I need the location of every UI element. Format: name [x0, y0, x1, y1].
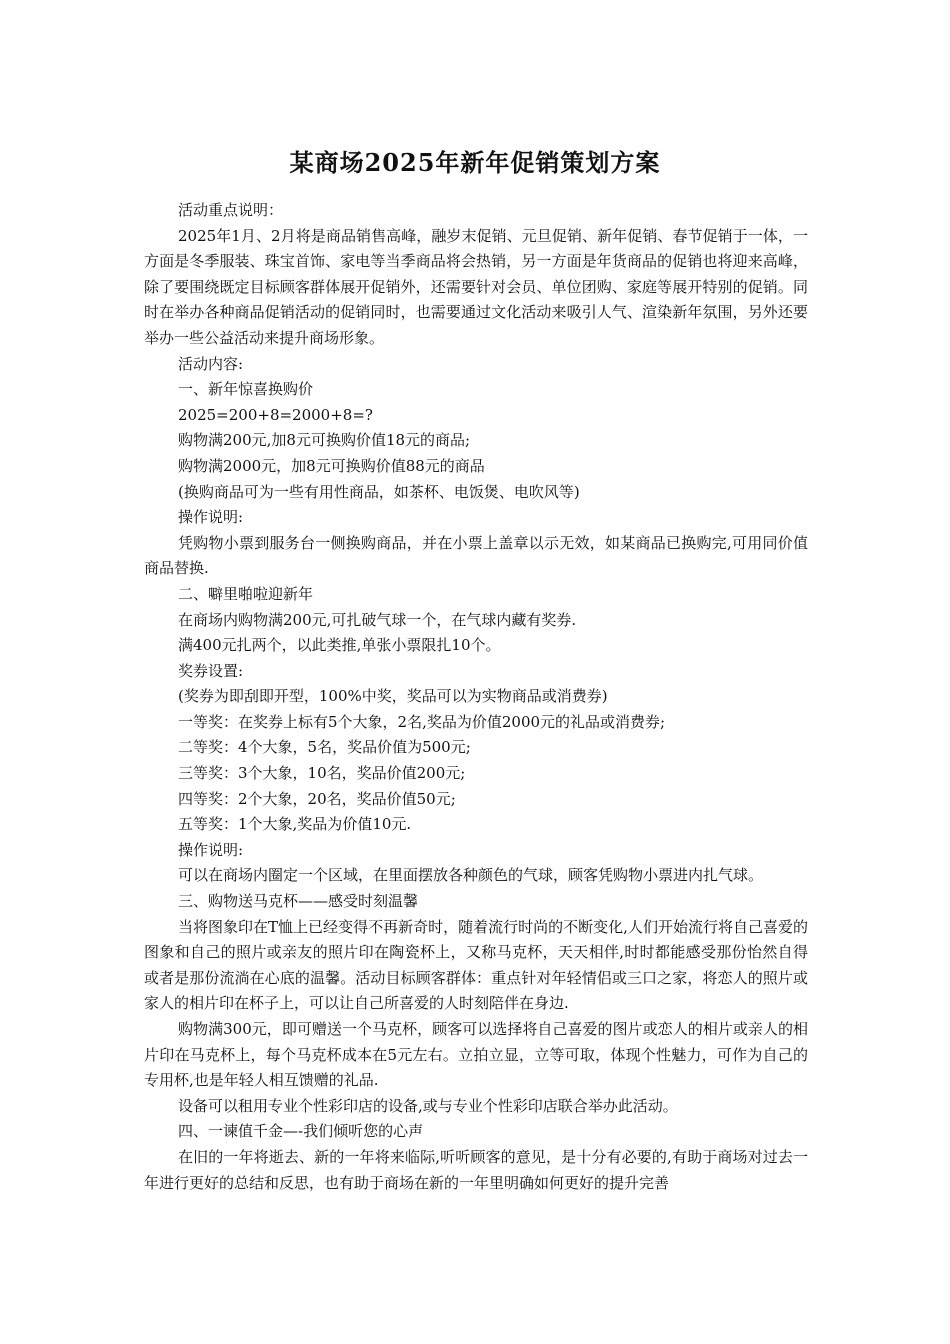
paragraph: 活动重点说明：	[178, 201, 284, 219]
paragraph: (换购商品可为一些有用性商品，如茶杯、电饭煲、电吹风等)	[178, 482, 580, 501]
paragraph: 在商场内购物满200元,可扎破气球一个，在气球内藏有奖券.	[178, 610, 577, 629]
section-heading: 四、一谏值千金—-我们倾听您的心声	[178, 1122, 424, 1141]
prize-item: 二等奖：4个大象，5名，奖品价值为500元;	[178, 738, 471, 757]
section-heading: 一、新年惊喜换购价	[178, 380, 314, 399]
paragraph: 操作说明:	[178, 840, 244, 859]
paragraph: (奖券为即刮即开型，100%中奖，奖品可以为实物商品或消费券)	[178, 687, 608, 706]
paragraph: 设备可以租用专业个性彩印店的设备,或与专业个性彩印店联合举办此活动。	[178, 1096, 678, 1115]
paragraph: 2025年1月、2月将是商品销售高峰，融岁末促销、元旦促销、新年促销、春节促销于一体，一方面是冬季服装、珠宝首饰、家电等当季商品将会热销，另一方面是年货商品的促销也将迎来高峰，除了要围绕既定目标顾客群体展开促销外，还需要针对会员、单位团购、家庭等展开特别的促销。同时在举办各种商品促销活动的促销同时，也需要通过文化活动来吸引人气、渲染新年氛围，另外还要举办一些公益活动来提升商场形象。	[144, 226, 808, 347]
paragraph: 购物满200元,加8元可换购价值18元的商品;	[178, 431, 471, 450]
paragraph: 奖券设置:	[178, 661, 244, 680]
paragraph: 购物满300元，即可赠送一个马克杯，顾客可以选择将自己喜爱的图片或恋人的相片或亲人的相片印在马克杯上，每个马克杯成本在5元左右。立拍立显，立等可取，体现个性魅力，可作为自己的专用杯,也是年轻人相互馈赠的礼品.	[144, 1020, 808, 1090]
section-heading: 三、购物送马克杯——感受时刻温馨	[178, 892, 419, 911]
prize-item: 五等奖：1个大象,奖品为价值10元.	[178, 815, 412, 834]
paragraph: 操作说明:	[178, 508, 244, 527]
paragraph: 可以在商场内圈定一个区域，在里面摆放各种颜色的气球，顾客凭购物小票进内扎气球。	[178, 866, 764, 885]
paragraph: 当将图象印在T恤上已经变得不再新奇时，随着流行时尚的不断变化,人们开始流行将自己喜爱的图象和自己的照片或亲友的照片印在陶瓷杯上，又称马克杯，天天相伴,时时都能感受那份怡然自得或者是那份流淌在心底的温馨。活动目标顾客群体：重点针对年轻情侣或三口之家，将恋人的照片或家人的相片印在杯子上，可以让自己所喜爱的人时刻陪伴在身边.	[144, 917, 808, 1013]
paragraph: 满400元扎两个，以此类推,单张小票限扎10个。	[178, 636, 501, 655]
paragraph: 购物满2000元，加8元可换购价值88元的商品	[178, 456, 485, 475]
prize-item: 三等奖：3个大象，10名，奖品价值200元;	[178, 764, 466, 783]
prize-item: 一等奖：在奖券上标有5个大象，2名,奖品为价值2000元的礼品或消费券;	[178, 712, 666, 731]
paragraph: 2025=200+8=2000+8=?	[178, 405, 373, 424]
document-title: 某商场2025年新年促销策划方案	[289, 148, 661, 177]
paragraph: 活动内容:	[178, 354, 244, 373]
document-body	[144, 198, 808, 1196]
prize-item: 四等奖：2个大象，20名，奖品价值50元;	[178, 789, 456, 808]
section-heading: 二、噼里啪啦迎新年	[178, 584, 314, 603]
paragraph: 在旧的一年将逝去、新的一年将来临际,听听顾客的意见，是十分有必要的,有助于商场对过去一年进行更好的总结和反思，也有助于商场在新的一年里明确如何更好的提升完善	[144, 1147, 808, 1192]
paragraph: 凭购物小票到服务台一侧换购商品，并在小票上盖章以示无效，如某商品已换购完,可用同价值商品替换.	[144, 533, 808, 578]
